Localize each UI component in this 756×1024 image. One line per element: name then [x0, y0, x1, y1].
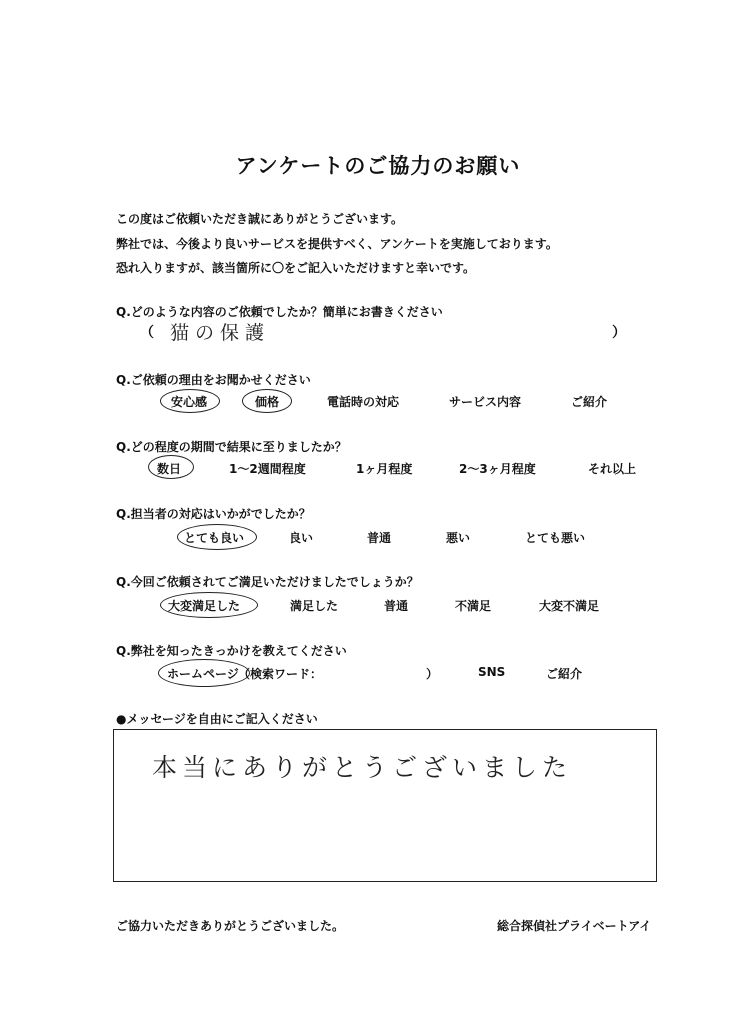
option-3-4[interactable]: 2～3ヶ月程度 [459, 462, 536, 476]
question-1: Q.どのような内容のご依頼でしたか？簡単にお書きください [116, 305, 443, 319]
option-2-1[interactable]: 安心感 [171, 395, 208, 409]
option-5-2[interactable]: 満足した [290, 599, 339, 613]
option-6-referral[interactable]: ご紹介 [546, 667, 583, 681]
question-2: Q.ご依頼の理由をお聞かせください [116, 373, 311, 387]
option-2-3[interactable]: 電話時の対応 [327, 395, 400, 409]
option-3-2[interactable]: 1～2週間程度 [229, 462, 306, 476]
option-6-search-label: （検索ワード： [238, 667, 323, 681]
message-handwritten: 本当にありがとうございました [152, 753, 573, 782]
option-4-3[interactable]: 普通 [367, 531, 392, 545]
option-4-2[interactable]: 良い [289, 531, 314, 545]
option-6-sns[interactable]: SNS [478, 665, 506, 679]
option-4-5[interactable]: とても悪い [525, 531, 586, 545]
option-6-1[interactable]: ホームページ [167, 667, 239, 681]
option-5-1[interactable]: 大変満足した [168, 599, 241, 613]
option-2-2[interactable]: 価格 [255, 395, 280, 409]
answer-paren-open: （ [140, 325, 154, 341]
intro-line-1: この度はご依頼いただき誠にありがとうございます。 [116, 212, 404, 226]
option-2-5[interactable]: ご紹介 [571, 395, 608, 409]
intro-line-2: 弊社では、今後より良いサービスを提供すべく、アンケートを実施しております。 [116, 237, 558, 251]
footer-company: 総合探偵社プライベートアイ [497, 919, 652, 933]
footer-thanks: ご協力いただきありがとうございました。 [116, 919, 345, 933]
page-title: アンケートのご協力のお願い [235, 154, 521, 178]
option-2-4[interactable]: サービス内容 [449, 395, 522, 409]
intro-line-3: 恐れ入りますが、該当箇所に〇をご記入いただけますと幸いです。 [116, 261, 476, 275]
message-box[interactable] [113, 729, 657, 882]
question-5: Q.今回ご依頼されてご満足いただけましたでしょうか？ [116, 575, 419, 589]
answer-1-handwritten[interactable]: 猫の保護 [170, 322, 271, 344]
option-4-4[interactable]: 悪い [446, 531, 471, 545]
answer-paren-close: ） [612, 325, 626, 341]
option-6-paren-close: ） [426, 667, 439, 681]
question-4: Q.担当者の対応はいかがでしたか？ [116, 507, 311, 521]
option-3-1[interactable]: 数日 [157, 462, 182, 476]
option-5-4[interactable]: 不満足 [455, 599, 492, 613]
question-6: Q.弊社を知ったきっかけを教えてください [116, 644, 347, 658]
option-5-5[interactable]: 大変不満足 [539, 599, 600, 613]
question-3: Q.どの程度の期間で結果に至りましたか？ [116, 440, 347, 454]
option-3-5[interactable]: それ以上 [588, 462, 637, 476]
message-heading: ●メッセージを自由にご記入ください [116, 712, 318, 726]
option-4-1[interactable]: とても良い [184, 531, 245, 545]
option-3-3[interactable]: 1ヶ月程度 [356, 462, 413, 476]
option-5-3[interactable]: 普通 [384, 599, 409, 613]
